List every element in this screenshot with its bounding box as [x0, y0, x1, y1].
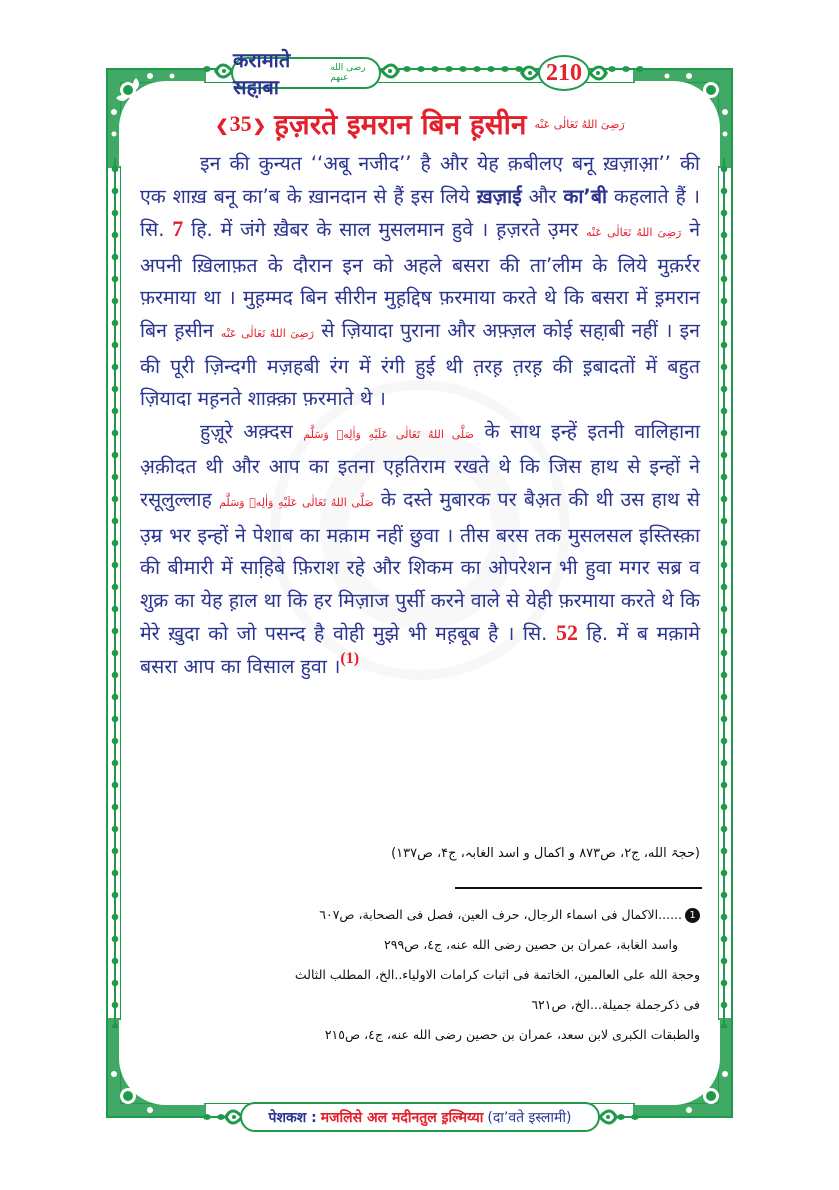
- body-text: [140, 148, 700, 684]
- leaf-ornament-icon: [588, 58, 610, 88]
- footnote-divider: [455, 887, 702, 889]
- book-title-text: करामाते सहा़बा: [233, 48, 291, 99]
- text-run: हुज़ूरे अक़्दस: [200, 419, 293, 443]
- chapter-title: ह़ज़रते इमरान बिन ह़सीन: [274, 108, 527, 141]
- text-run: इन की कुन्यत ‘‘अबू नजीद’’ है और येह क़बीलए बनू ख़ज़ाआ़’’ की एक शाख़ बनू का’ब के ख़ानदान से हैं इस लिये: [140, 152, 700, 208]
- honorific-inline: صَلَّى اللهُ تَعَالٰی عَلَيْهِ وَاٰلِهٖ وَسَلَّم: [303, 427, 474, 441]
- bold-term: ख़ज़ाई: [476, 184, 522, 208]
- header-bead-line: [400, 66, 530, 72]
- footnote-text: ......الاکمال فی اسماء الرجال، حرف العين، فصل فی الصحابة، ص٦٠٧: [319, 907, 682, 922]
- footnote-line: [170, 930, 700, 960]
- book-title: [231, 48, 381, 99]
- honorific-inline: رَضِیَ اللهُ تَعَالٰی عَنْه: [586, 226, 682, 240]
- leaf-ornament-icon: [598, 1102, 620, 1132]
- honorific-inline: صَلَّى اللهُ تَعَالٰی عَلَيْهِ وَاٰلِهٖ وَسَلَّم: [219, 495, 374, 509]
- leaf-ornament-icon: [380, 56, 402, 86]
- footnotes: [170, 900, 700, 1050]
- chapter-number: ❮ 35 ❯: [215, 111, 266, 137]
- text-run: हि. में ब मक़ामे बसरा आप का विसाल हुवा ।: [140, 622, 700, 678]
- text-run: के साथ इन्हें इतनी वालिहाना अ़क़ीदत थी और आप का इतना एह़तिराम रखते थे कि जिस हाथ से इन्हों ने रसूलुल्लाह: [140, 419, 700, 511]
- right-border-chain: [720, 158, 728, 1028]
- paragraph-2: [140, 416, 700, 684]
- footnote-marker[interactable]: (1): [340, 649, 360, 667]
- leaf-ornament-icon: [518, 58, 540, 88]
- presenter-label: पेशकश :: [268, 1109, 317, 1126]
- footnote-text: واسد الغابة، عمران بن حصين رضی الله عنه، ج٤، ص٢٩٩: [384, 937, 678, 952]
- text-run: ने अपनी ख़िलाफ़त के दौरान इन को अहले बसरा की ता’लीम के लिये मुक़र्रर फ़रमाया था । मुह़म्मद बिन सीरीन मुह़द्दिष फ़रमाया करते थे कि बसरा में इ़मरान बिन ह़सीन: [140, 218, 701, 342]
- book-title-honorific: رضی الله عنهم: [330, 63, 366, 83]
- footnote-line: [170, 960, 700, 990]
- text-run: के दस्ते मुबारक पर बैअ़त की थी उस हाथ से उ़म्र भर इन्हों ने पेशाब का मक़ाम नहीं छुवा । तीस बरस तक मुसलसल इस्तिस्क़ा की बीमारी में साहि़बे फ़िराश रहे और शिकम का ओपरेशन भी हुवा मगर सब्र व शुक्र का येह ह़ाल था कि हर मिज़ाज पुर्सी करने वाले से येही फ़रमाया करते थे कि मेरे ख़ुदा को जो पसन्द है वोही मुझे भी मह़बूब है । सि.: [140, 487, 700, 646]
- chapter-honorific: رَضِیَ اللهُ تَعَالٰی عَنْه: [534, 117, 625, 131]
- footnote-text: والطبقات الكبرى لابن سعد، عمران بن حصين رضی الله عنه، ج٤، ص٢١٥: [324, 1027, 700, 1042]
- publisher-footer: [240, 1102, 600, 1132]
- header-bead-line: [605, 66, 645, 72]
- publisher-name: मजलिसे अल मदीनतुल इ़ल्मिय्या: [320, 1109, 484, 1126]
- bold-term: का’बी: [563, 184, 608, 208]
- honorific-inline: رَضِیَ اللهُ تَعَالٰی عَنْه: [220, 326, 315, 340]
- footnote-line: [170, 900, 700, 930]
- footnote-text: وحجة الله على العالمين، الخاتمة فی اثبات كرامات الاولياء..الخ، المطلب الثالث: [294, 967, 700, 982]
- text-run: कहलाते हैं । सि.: [140, 184, 701, 242]
- year-number: 7: [172, 216, 184, 242]
- paragraph-1: [140, 148, 700, 416]
- year-number: 52: [555, 620, 578, 646]
- footnote-number-badge: 1: [685, 908, 700, 923]
- text-run: और: [528, 184, 557, 208]
- chapter-heading: [170, 104, 670, 144]
- left-border-chain: [111, 158, 119, 1028]
- text-run: से ज़ियादा पुराना और अफ़्ज़ल कोई सहा़बी नहीं । इन की पूरी ज़िन्दगी मज़हबी रंग में रंगी हुई थी त़रह़ त़रह़ की इ़बादतों में बहुत ज़ियादा मह़नते शाक़्क़ा फ़रमाते थे ।: [140, 318, 700, 411]
- source-reference: (حجۃ الله، ج۲، ص۸۷۳ و اکمال و اسد الغابہ، ج۴، ص۱۳۷): [391, 846, 700, 861]
- footnote-text: فی ذكرجملة جميلة...الخ، ص٦٢١: [531, 997, 700, 1012]
- page-number: 210: [538, 55, 590, 91]
- text-run: हि. में जंगे ख़ैबर के साल मुसलमान हुवे । ह़ज़रते उ़मर: [191, 218, 579, 242]
- footnote-line: [170, 1020, 700, 1050]
- parent-organization: (दा’वते इस्लामी): [487, 1109, 572, 1126]
- footnote-line: [170, 990, 700, 1020]
